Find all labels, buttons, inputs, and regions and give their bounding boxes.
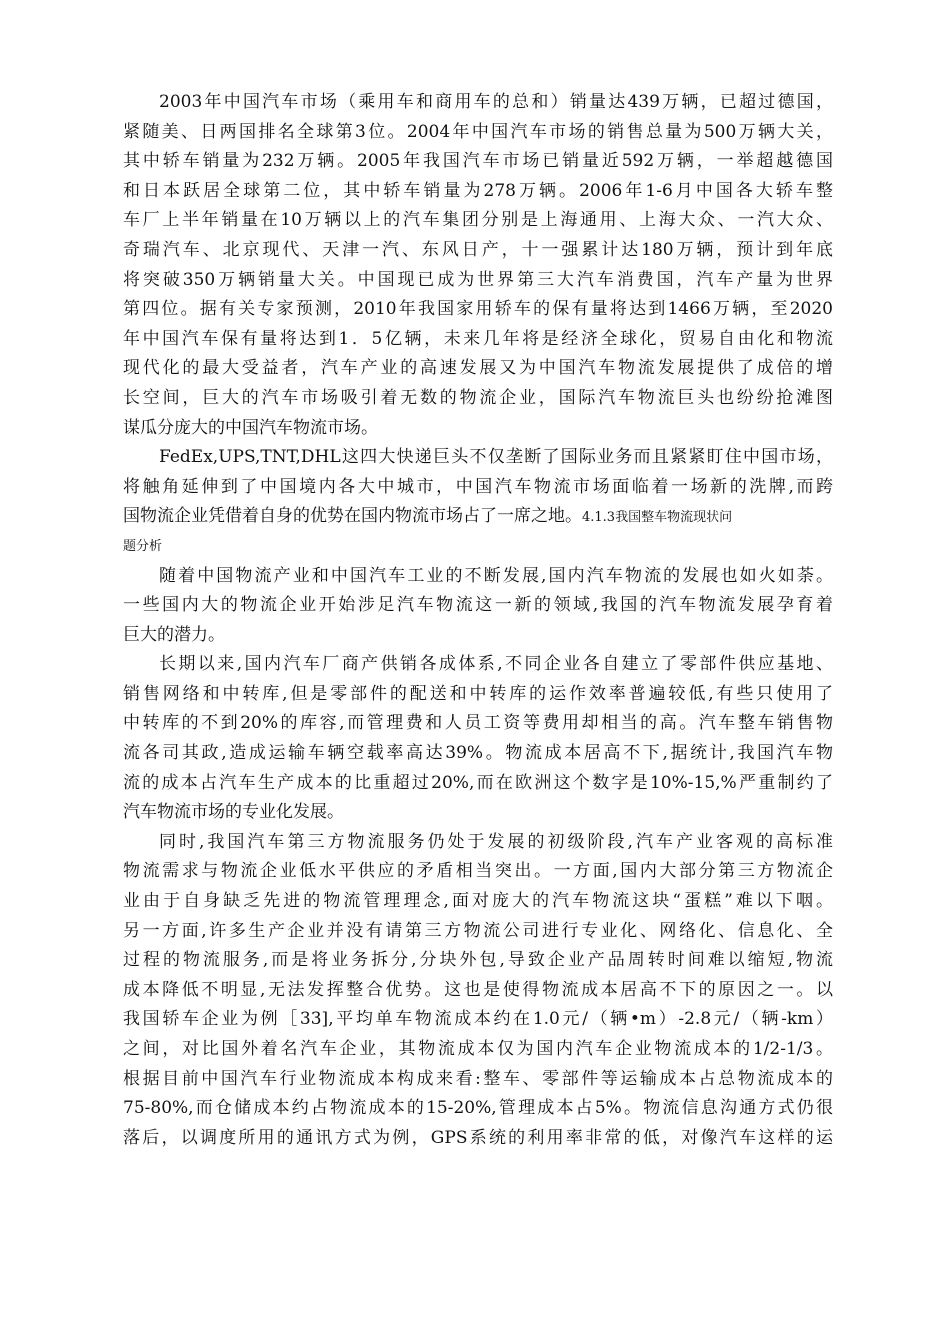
text-line: 汽车物流市场的专业化发展。 [123,802,344,823]
text-line: FedEx,UPS,TNT,DHL这四大快递巨头不仅垄断了国际业务而且紧紧盯住中国市场， [159,447,833,468]
paragraph-supply-system [123,650,833,828]
text-line: 其中轿车销量为232万辆。2005年我国汽车市场已销量近592万辆，一举超越德国 [123,151,833,172]
text-line: 流的成本占汽车生产成本的比重超过20%,而在欧洲这个数字是10%-15,%严重制约了 [123,772,833,793]
text-line: 物流需求与物流企业低水平供应的矛盾相当突出。一方面,国内大部分第三方物流企 [123,861,833,882]
text-line: 中转库的不到20%的库容,而管理费和人员工资等费用却相当的高。汽车整车销售物 [123,713,833,734]
text-line: 根据目前中国汽车行业物流成本构成来看:整车、零部件等运输成本占总物流成本的 [123,1068,833,1089]
text-line: 第四位。据有关专家预测，2010年我国家用轿车的保有量将达到1466万辆，至2020 [123,299,833,320]
text-line: 巨大的潜力。 [123,624,225,645]
text-line: 奇瑞汽车、北京现代、天津一汽、东风日产，十一强累计达180万辆，预计到年底 [123,239,833,260]
text-line: 一些国内大的物流企业开始涉足汽车物流这一新的领域,我国的汽车物流发展孕育着 [123,595,833,616]
text-line: 随着中国物流产业和中国汽车工业的不断发展,国内汽车物流的发展也如火如荼。 [159,565,833,586]
text-line: 75-80%,而仓储成本约占物流成本的15-20%,管理成本占5%。物流信息沟通方式仍很 [123,1098,833,1119]
text-line: 落后，以调度所用的通讯方式为例，GPS系统的利用率非常的低，对像汽车这样的运 [123,1127,833,1148]
section-heading-tail: 题分析 [123,538,163,554]
paragraph-express-giants [123,443,833,561]
text-line: 将触角延伸到了中国境内各大中城市，中国汽车物流市场面临着一场新的洗牌,而跨 [123,476,833,497]
text-line: 和日本跃居全球第二位，其中轿车销量为278万辆。2006年1-6月中国各大轿车整 [123,180,833,201]
text-line: 业由于自身缺乏先进的物流管理理念,面对庞大的汽车物流这块“蛋糕”难以下咽。 [123,891,833,912]
text-line: 年中国汽车保有量将达到1．5亿辆，未来几年将是经济全球化，贸易自由化和物流 [123,328,833,349]
text-line: 车厂上半年销量在10万辆以上的汽车集团分别是上海通用、上海大众、一汽大众、 [123,210,833,231]
paragraph-third-party-logistics [123,828,833,1154]
text-line: 之间，对比国外着名汽车企业，其物流成本仅为国内汽车企业物流成本的1/2-1/3。 [123,1039,833,1059]
paragraph-development [123,562,833,651]
text-line: 将突破350万辆销量大关。中国现已成为世界第三大汽车消费国，汽车产量为世界 [123,269,833,290]
text-line [123,502,833,532]
text-line: 长期以来,国内汽车厂商产供销各成体系,不同企业各自建立了零部件供应基地、 [159,654,833,675]
text-line: 另一方面,许多生产企业并没有请第三方物流公司进行专业化、网络化、信息化、全 [123,920,833,941]
paragraph-market-overview [123,88,833,443]
text-line: 谋瓜分庞大的中国汽车物流市场。 [123,417,378,438]
text-run: 国物流企业凭借着自身的优势在国内物流市场占了一席之地。 [123,506,582,527]
text-line: 长空间，巨大的汽车市场吸引着无数的物流企业，国际汽车物流巨头也纷纷抢滩图 [123,387,833,408]
document-page [123,88,833,1153]
text-line: 2003年中国汽车市场（乘用车和商用车的总和）销量达439万辆，已超过德国， [159,92,833,112]
text-line: 流各司其政,造成运输车辆空载率高达39%。物流成本居高不下,据统计,我国汽车物 [123,743,833,764]
text-line: 销售网络和中转库,但是零部件的配送和中转库的运作效率普遍较低,有些只使用了 [123,683,833,704]
text-line: 过程的物流服务,而是将业务拆分,分块外包,导致企业产品周转时间难以缩短,物流 [123,950,833,971]
text-line: 成本降低不明显,无法发挥整合优势。这也是使得物流成本居高不下的原因之一。以 [123,979,833,1000]
section-heading-inline: 4.1.3我国整车物流现状问 [582,510,733,526]
text-line: 同时,我国汽车第三方物流服务仍处于发展的初级阶段,汽车产业客观的高标准 [159,831,833,852]
text-line: 我国轿车企业为例［33],平均单车物流成本约在1.0元/（辆•m）-2.8元/（辆-km） [123,1009,833,1030]
text-line: 现代化的最大受益者，汽车产业的高速发展又为中国汽车物流发展提供了成倍的增 [123,358,833,379]
text-line: 紧随美、日两国排名全球第3位。2004年中国汽车市场的销售总量为500万辆大关， [123,121,833,142]
